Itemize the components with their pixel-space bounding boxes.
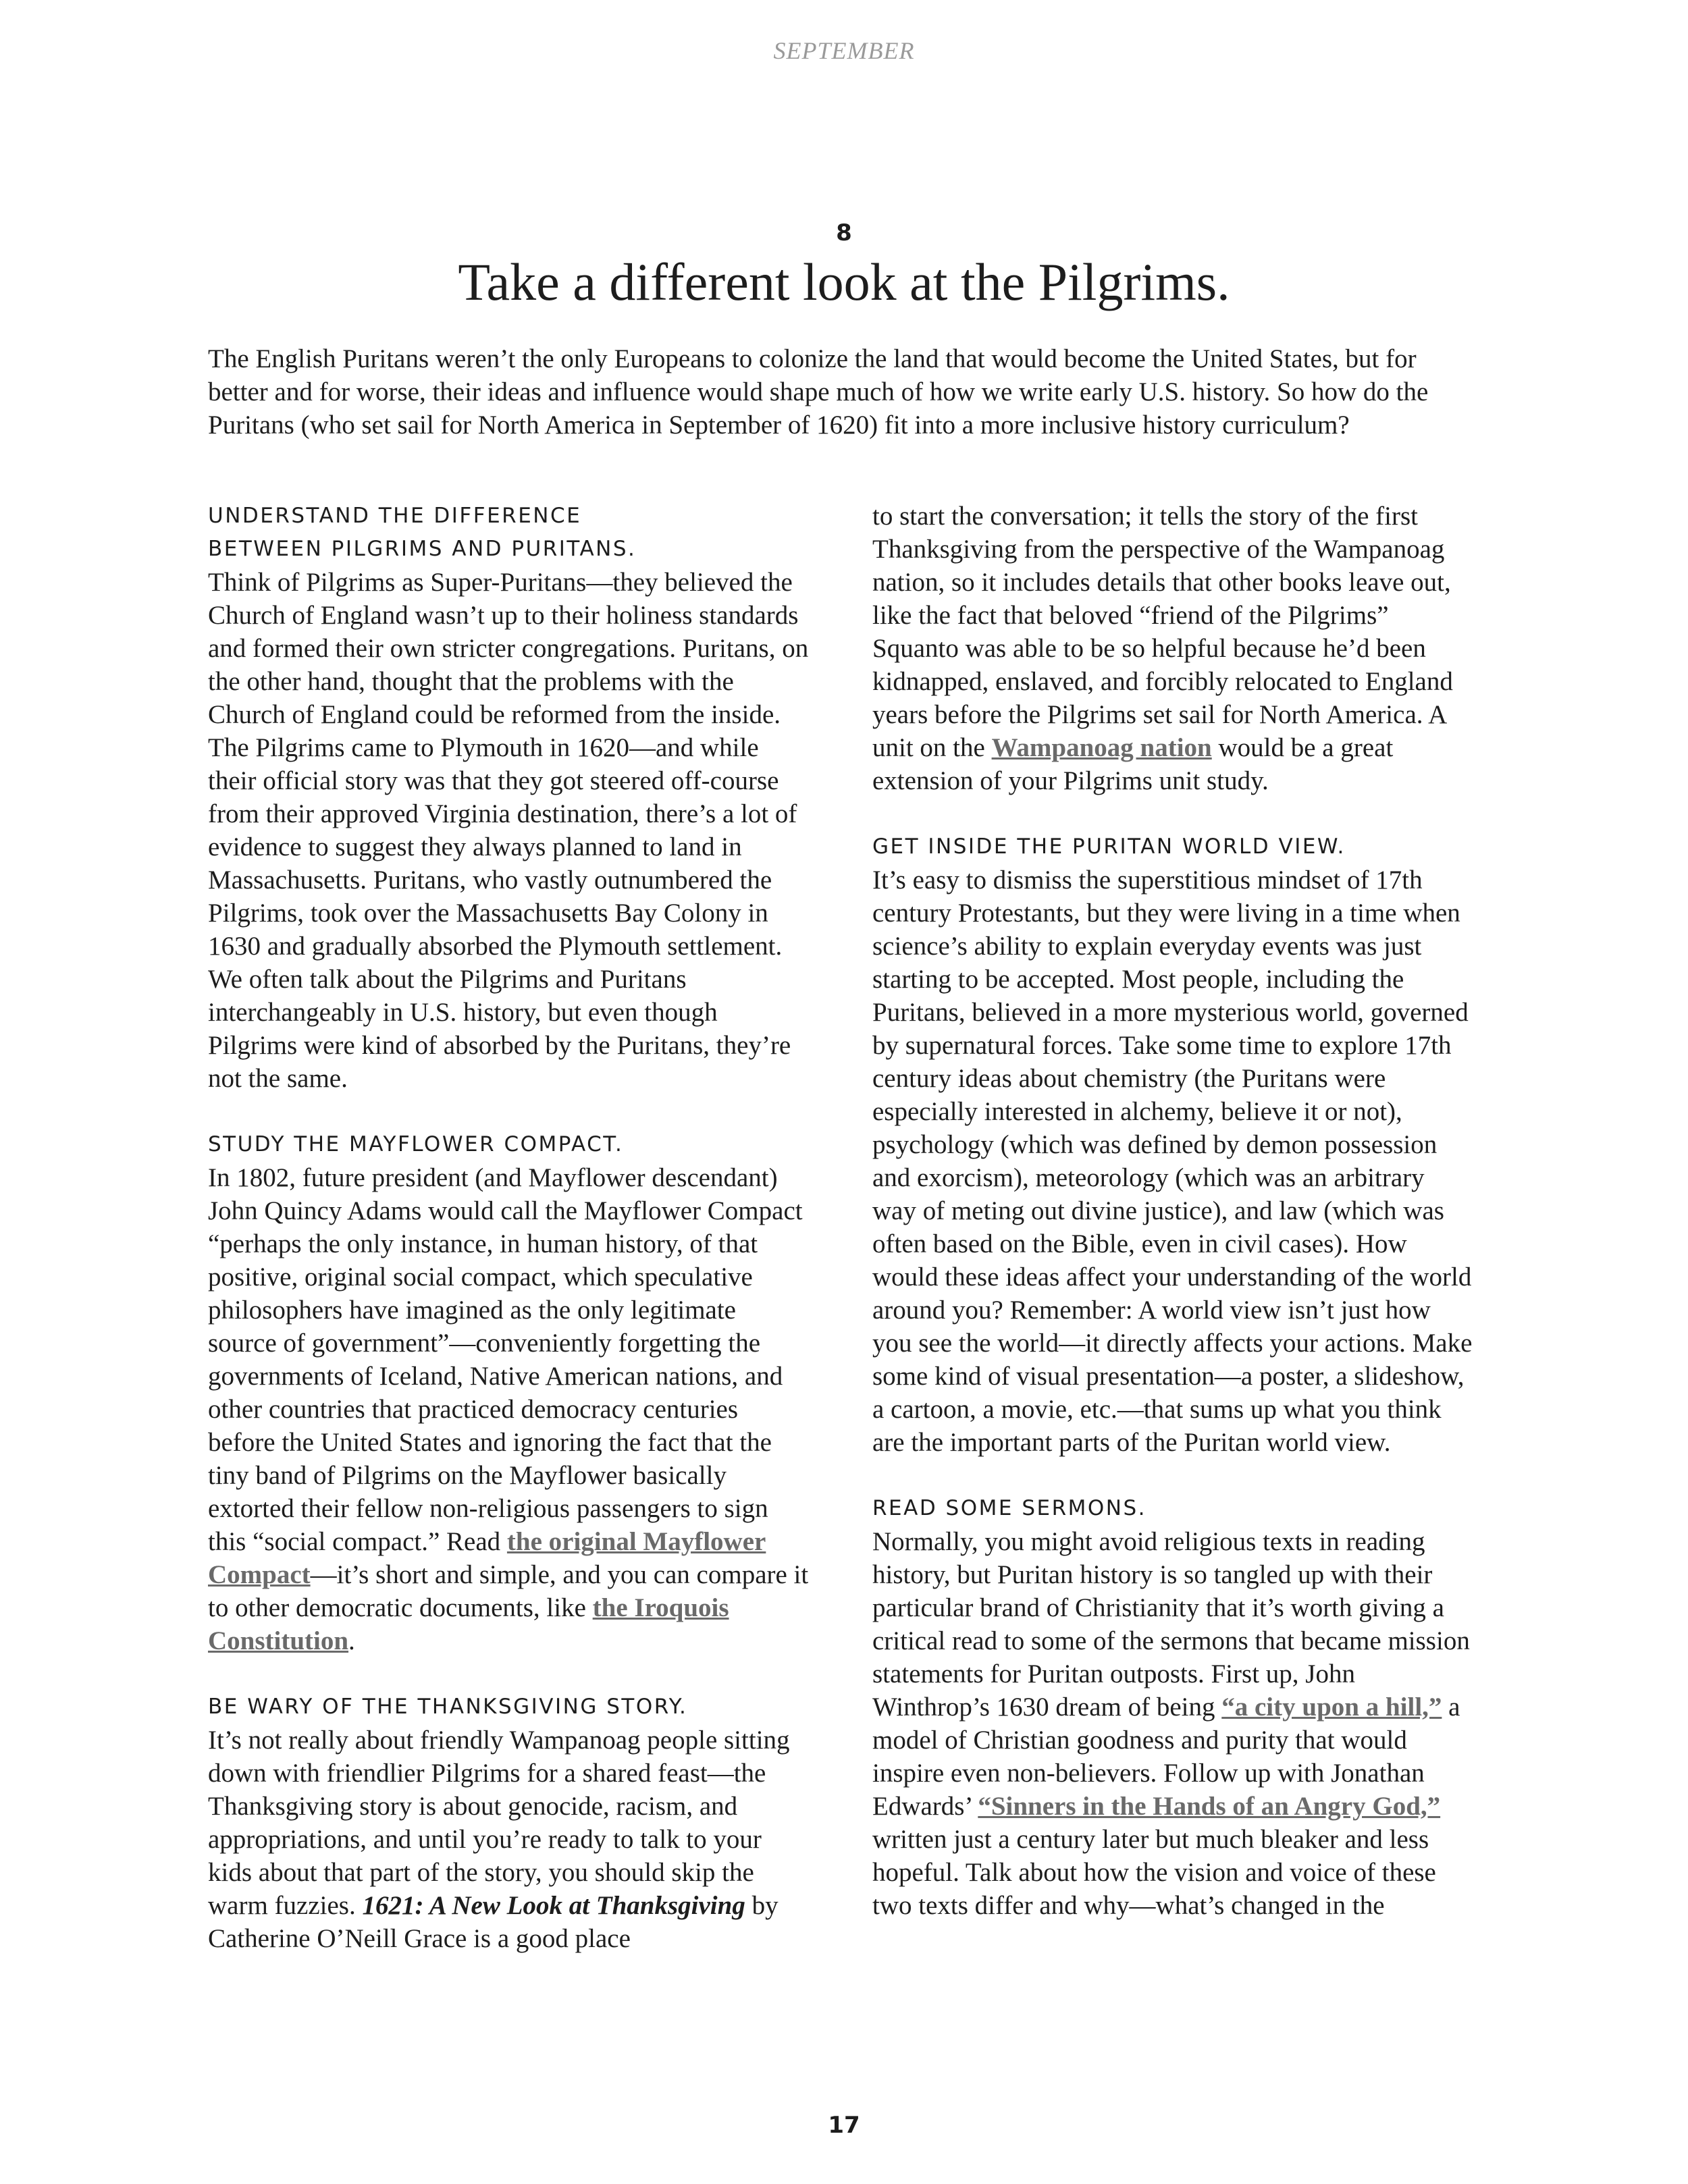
running-head: SEPTEMBER: [773, 37, 915, 64]
body-text: would be a great extension of your Pilgrims unit study.: [872, 733, 1394, 795]
section-body: [208, 1161, 809, 1657]
left-column: [208, 500, 809, 1988]
section-sermons: [872, 1492, 1473, 1922]
section-heading: READ SOME SERMONS.: [872, 1496, 1146, 1520]
section-thanksgiving: [208, 1690, 809, 1955]
body-text: by Catherine O’Neill Grace is a good place: [208, 1891, 779, 1953]
intro-paragraph: The English Puritans weren’t the only Europeans to colonize the land that would become the United States, but for better and for worse, their ideas and influence would shape much of how we write early U.S. history. So how do the Puritans (who set sail for North America in September of 1620) fit into a more inclusive history curriculum?: [208, 344, 1429, 440]
section-body: Think of Pilgrims as Super-Puritans—they believed the Church of England wasn’t up to their holiness standards and formed their own stricter congregations. Puritans, on the other hand, thought that the problems with the Church of England could be reformed from the inside. The Pilgrims came to Plymouth in 1620—and while their official story was that they got steered off-course from their approved Virginia destination, there’s a lot of evidence to suggest they always planned to land in Massachusetts. Puritans, who vastly outnumbered the Pilgrims, took over the Massachusetts Bay Colony in 1630 and gradually absorbed the Plymouth settlement. We often talk about the Pilgrims and Puritans interchangeably in U.S. history, but even though Pilgrims were kind of absorbed by the Puritans, they’re not the same.: [208, 568, 809, 1093]
section-body-continued: [872, 500, 1473, 797]
page-title: Take a different look at the Pilgrims.: [458, 252, 1230, 311]
page-number: 17: [828, 2112, 860, 2139]
iroquois-constitution-link[interactable]: the Iroquois Constitution: [208, 1593, 729, 1655]
body-text: In 1802, future president (and Mayflower descendant) John Quincy Adams would call the Mayflower Compact “perhaps the only instance, in human history, of that positive, original social compact, which speculative philosophers have imagined as the only legitimate source of government”—conveniently forgetting the governments of Iceland, Native American nations, and other countries that practiced democracy centuries before the United States and ignoring the fact that the tiny band of Pilgrims on the Mayflower basically extorted their fellow non-religious passengers to sign this “social compact.” Read: [208, 1163, 803, 1556]
body-text: It’s not really about friendly Wampanoag people sitting down with friendlier Pilgrims for a shared feast—the Thanksgiving story is about genocide, racism, and appropriations, and until you’re ready to talk to your kids about that part of the story, you should skip the warm fuzzies.: [208, 1726, 790, 1920]
section-pilgrims-vs-puritans: [208, 500, 809, 1095]
section-body: It’s easy to dismiss the superstitious mindset of 17th century Protestants, but they were living in a time when science’s ability to explain everyday events was just starting to be accepted. Most people, including the Puritans, believed in a more mysterious world, governed by supernatural forces. Take some time to explore 17th century ideas about chemistry (the Puritans were especially interested in alchemy, believe it or not), psychology (which was defined by demon possession and exorcism), meteorology (which was an arbitrary way of meting out divine justice), and law (which was often based on the Bible, even in civil cases). How would these ideas affect your understanding of the world around you? Remember: A world view isn’t just how you see the world—it directly affects your actions. Make some kind of visual presentation—a poster, a slideshow, a cartoon, a movie, etc.—that sums up what you think are the important parts of the Puritan world view.: [872, 865, 1473, 1457]
book-title: 1621: A New Look at Thanksgiving: [362, 1891, 745, 1920]
section-heading: GET INSIDE THE PURITAN WORLD VIEW.: [872, 834, 1346, 859]
body-text: .: [348, 1626, 355, 1655]
section-thanksgiving-continued: [872, 500, 1473, 797]
wampanoag-nation-link[interactable]: Wampanoag nation: [991, 733, 1212, 762]
sinners-angry-god-link[interactable]: “Sinners in the Hands of an Angry God,”: [978, 1792, 1441, 1821]
section-mayflower-compact: [208, 1128, 809, 1657]
section-world-view: [872, 830, 1473, 1459]
entry-number: 8: [836, 219, 852, 246]
section-heading: STUDY THE MAYFLOWER COMPACT.: [208, 1132, 624, 1156]
mayflower-compact-link[interactable]: the original Mayflower Compact: [208, 1527, 766, 1589]
body-text: written just a century later but much bleaker and less hopeful. Talk about how the vision and voice of these two texts differ and why—what’s changed in the: [872, 1825, 1436, 1920]
city-upon-a-hill-link[interactable]: “a city upon a hill,”: [1221, 1693, 1442, 1722]
section-heading: UNDERSTAND THE DIFFERENCE BETWEEN PILGRIMS AND PURITANS.: [208, 504, 637, 561]
body-text: a model of Christian goodness and purity that would inspire even non-believers. Follow up with Jonathan Edwards’: [872, 1693, 1460, 1821]
body-text: to start the conversation; it tells the story of the first Thanksgiving from the perspective of the Wampanoag nation, so it includes details that other books leave out, like the fact that beloved “friend of the Pilgrims” Squanto was able to be so helpful because he’d been kidnapped, enslaved, and forcibly relocated to England years before the Pilgrims set sail for North America. A unit on the: [872, 502, 1453, 762]
body-text: —it’s short and simple, and you can compare it to other democratic documents, like: [208, 1560, 809, 1622]
right-column: [872, 500, 1473, 1955]
section-body: [208, 1724, 809, 1955]
section-heading: BE WARY OF THE THANKSGIVING STORY.: [208, 1695, 688, 1719]
body-text: Normally, you might avoid religious texts in reading history, but Puritan history is so tangled up with their particular brand of Christianity that it’s worth giving a critical read to some of the sermons that became mission statements for Puritan outposts. First up, John Winthrop’s 1630 dream of being: [872, 1527, 1470, 1722]
section-body: [872, 1525, 1473, 1922]
